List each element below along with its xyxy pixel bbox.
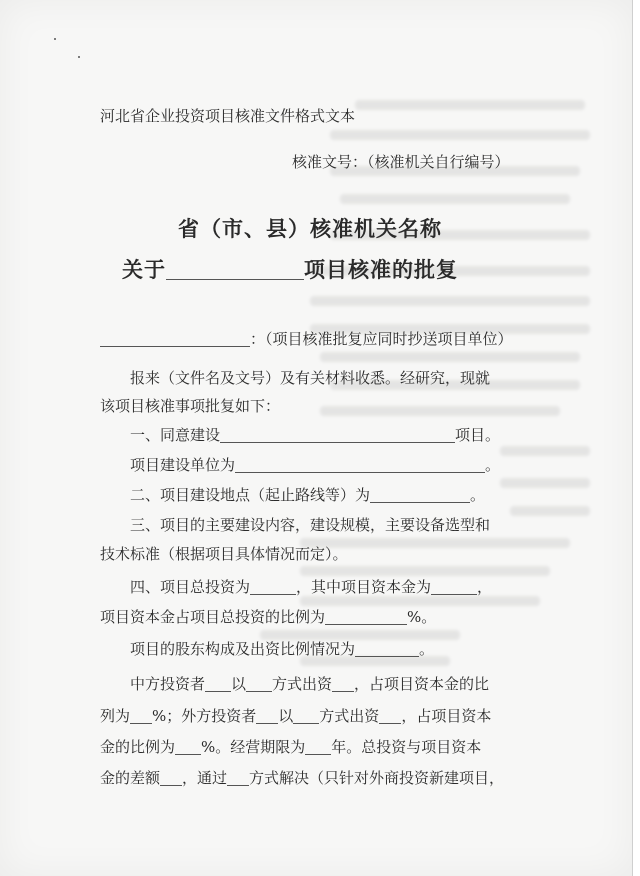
text-segment: 金的差额: [100, 769, 161, 787]
blank-field[interactable]: [130, 707, 152, 724]
para1-line2: 该项目核准事项批复如下：: [100, 397, 281, 415]
ratio-suffix: %。: [407, 608, 437, 626]
text-segment: ，占项目资本: [401, 707, 492, 725]
blank-field[interactable]: [246, 675, 272, 692]
cn-investor-line3: [100, 737, 481, 757]
item3-line2: 技术标准（根据项目具体情况而定）。: [100, 545, 348, 563]
header-title: 河北省企业投资项目核准文件格式文本: [100, 107, 356, 125]
text-segment: 年。总投资与项目资本: [331, 738, 482, 756]
project-name-blank[interactable]: [166, 258, 304, 280]
capital-blank[interactable]: [431, 578, 477, 595]
recipient-note: ：（项目核准批复应同时抄送项目单位）: [250, 330, 513, 348]
item1-label: 一、同意建设: [130, 426, 221, 444]
text-segment: %；外方投资者: [152, 707, 257, 725]
doc-title: [122, 257, 458, 283]
title-suffix: 项目核准的批复: [304, 257, 458, 282]
total-investment-blank[interactable]: [250, 578, 296, 595]
item4-line: [130, 577, 492, 597]
item3-line1: 三、项目的主要建设内容，建设规模，主要设备选型和: [130, 516, 491, 534]
text-segment: 中方投资者: [130, 675, 206, 693]
item1-blank[interactable]: [220, 426, 455, 443]
org-heading: 省（市、县）核准机关名称: [178, 216, 442, 241]
blank-field[interactable]: [332, 675, 354, 692]
text-segment: ，通过: [182, 769, 228, 787]
text-segment: 方式出资: [272, 675, 333, 693]
recipient-blank[interactable]: [100, 330, 250, 347]
ratio-label: 项目资本金占项目总投资的比例为: [100, 608, 326, 626]
item2-blank[interactable]: [370, 486, 470, 503]
blank-field[interactable]: [175, 738, 201, 755]
doc-number: 核准文号：（核准机关自行编号）: [292, 153, 510, 171]
item2-line: [130, 485, 485, 505]
text-segment: %。经营期限为: [201, 738, 306, 756]
shareholder-line: [130, 639, 434, 659]
blank-field[interactable]: [160, 769, 182, 786]
item1-suffix: 项目。: [455, 426, 501, 444]
cn-investor-line4: [100, 768, 504, 788]
text-segment: 列为: [100, 707, 131, 725]
builder-label: 项目建设单位为: [130, 456, 236, 474]
scan-speck: [78, 56, 80, 58]
blank-field[interactable]: [305, 738, 331, 755]
builder-line: [130, 455, 500, 475]
text-segment: 方式解决（只针对外商投资新建项目，: [249, 769, 505, 787]
cn-investor-line2: [100, 706, 491, 726]
item4-end: ，: [477, 578, 493, 596]
recipient-line: [100, 329, 513, 349]
blank-field[interactable]: [379, 707, 401, 724]
text-segment: ，占项目资本金的比: [354, 675, 490, 693]
shareholder-label: 项目的股东构成及出资比例情况为: [130, 640, 356, 658]
item4-label: 四、项目总投资为: [130, 578, 251, 596]
blank-field[interactable]: [205, 675, 231, 692]
ratio-blank[interactable]: [325, 608, 407, 625]
ratio-line: [100, 607, 436, 627]
blank-field[interactable]: [227, 769, 249, 786]
blank-field[interactable]: [293, 707, 319, 724]
text-segment: 以: [278, 707, 294, 725]
title-prefix: 关于: [122, 257, 166, 282]
item2-label: 二、项目建设地点（起止路线等）为: [130, 486, 371, 504]
shareholder-blank[interactable]: [355, 640, 419, 657]
builder-suffix: 。: [485, 456, 501, 474]
cn-investor-line1: [130, 674, 489, 694]
text-segment: 金的比例为: [100, 738, 176, 756]
blank-field[interactable]: [256, 707, 278, 724]
text-segment: 方式出资: [319, 707, 380, 725]
builder-blank[interactable]: [235, 456, 485, 473]
item2-suffix: 。: [470, 486, 486, 504]
scan-speck: [54, 38, 56, 40]
para1-line1: 报来（文件名及文号）及有关材料收悉。经研究，现就: [130, 369, 491, 387]
item1-line: [130, 425, 500, 445]
shareholder-suffix: 。: [419, 640, 435, 658]
text-segment: 以: [231, 675, 247, 693]
item4-mid: ，其中项目资本金为: [296, 578, 432, 596]
